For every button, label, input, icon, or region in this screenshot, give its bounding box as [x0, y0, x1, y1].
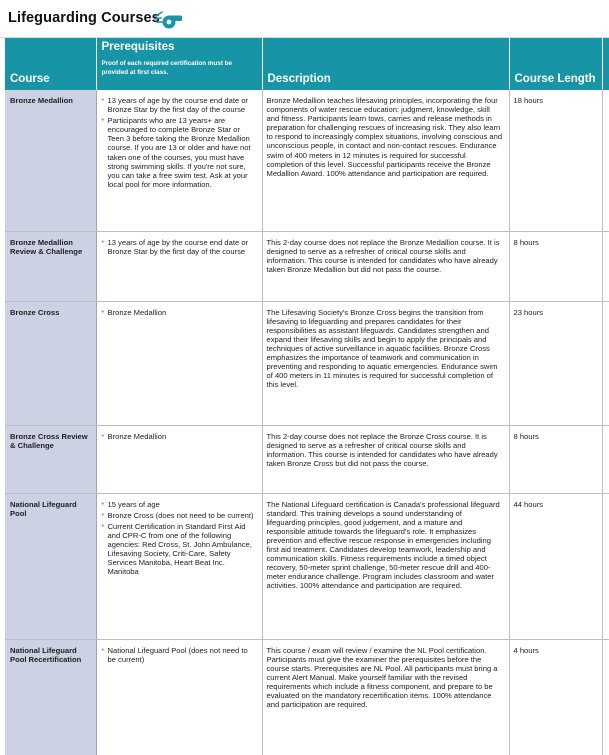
prerequisites-cell — [96, 301, 262, 425]
table-row — [5, 425, 609, 493]
title-bar — [0, 0, 609, 38]
table-row — [5, 639, 609, 755]
header-prerequisites — [96, 38, 262, 90]
course-name: National Lifeguard Pool Recertification — [5, 639, 96, 755]
course-name: Bronze Medallion — [5, 90, 96, 231]
prerequisites-list — [102, 646, 258, 664]
header-prerequisites-note: Proof of each required certification must be provided at first class. — [101, 60, 233, 76]
table-row — [5, 231, 609, 301]
table-row — [5, 90, 609, 231]
course-name: Bronze Cross Review & Challenge — [5, 425, 96, 493]
prerequisites-list — [102, 308, 258, 317]
header-extra — [602, 38, 609, 90]
cut-off-cell — [602, 301, 609, 425]
prerequisites-list — [102, 96, 258, 189]
course-length: 8 hours — [509, 231, 602, 301]
course-length: 4 hours — [509, 639, 602, 755]
prerequisite-item: • 15 years of age — [102, 500, 258, 509]
whistle-icon — [152, 7, 184, 31]
prerequisites-cell — [96, 639, 262, 755]
prerequisite-item: • National Lifeguard Pool (does not need to be current) — [102, 646, 258, 664]
prerequisite-item: • 13 years of age by the course end date or Bronze Star by the first day of the course — [102, 238, 258, 256]
header-description: Description — [262, 38, 509, 90]
prerequisite-item: • Current Certification in Standard First Aid and CPR-C from one of the following agencies: Red Cross, St. John Ambulance, Lifesaving Society, Criti-Care, Safety Services Manitoba, Heart Beat Inc. Manitoba — [102, 522, 258, 577]
cut-off-cell — [602, 639, 609, 755]
prerequisites-cell — [96, 231, 262, 301]
prerequisites-cell — [96, 90, 262, 231]
prerequisites-cell — [96, 493, 262, 639]
course-length: 23 hours — [509, 301, 602, 425]
prerequisites-list — [102, 238, 258, 256]
prerequisites-list — [102, 500, 258, 577]
course-name: National Lifeguard Pool — [5, 493, 96, 639]
cut-off-cell — [602, 425, 609, 493]
courses-table — [5, 38, 609, 755]
cut-off-cell — [602, 90, 609, 231]
prerequisites-list — [102, 432, 258, 441]
header-course-length: Course Length — [509, 38, 602, 90]
header-prerequisites-label: Prerequisites — [101, 41, 175, 53]
course-name: Bronze Cross — [5, 301, 96, 425]
course-description: Bronze Medallion teaches lifesaving principles, incorporating the four components of water rescue education: judgment, knowledge, skill and fitness. Participants learn tows, carries and release methods in preparation for challenging rescues of increasing risk. They also learn to respond to increasingly complex situations, involving conscious and unconscious people, in contact and non-contact rescues. Endurance swim of 400 meters in 12 minutes is required for successful completion of this level. Successful participants receive the Bronze Medallion Award. 100% attendance and participation are required. — [262, 90, 509, 231]
course-length: 44 hours — [509, 493, 602, 639]
prerequisite-item: • Bronze Cross (does not need to be current) — [102, 511, 258, 520]
header-course: Course — [5, 38, 96, 90]
cut-off-cell — [602, 231, 609, 301]
prerequisite-item: • 13 years of age by the course end date or Bronze Star by the first day of the course — [102, 96, 258, 114]
prerequisites-cell — [96, 425, 262, 493]
course-description: This course / exam will review / examine the NL Pool certification. Participants must give the examiner the prerequisites before the course starts. Prerequisites are NL Pool. All participants must bring a current Alert Manual. Make yourself familiar with the revised requirements which include a fitness component, and prepare to be evaluated on the mandatory recertification items. 100% attendance and participation are required. — [262, 639, 509, 755]
prerequisite-item: • Bronze Medallion — [102, 432, 258, 441]
course-name: Bronze Medallion Review & Challenge — [5, 231, 96, 301]
course-length: 8 hours — [509, 425, 602, 493]
cut-off-cell — [602, 493, 609, 639]
course-description: The National Lifeguard certification is Canada's professional lifeguard standard. This training develops a sound understanding of lifeguarding principles, good judgement, and a mature and responsible attitude towards the lifeguard's role. It emphasizes prevention and effective rescue response in emergencies including first aid treatment. Candidates develop teamwork, leadership and communication skills. Fitness requirements include a timed object recovery, 50-meter sprint challenge, 50-meter rescue drill and 400-meter endurance challenge. Program includes classroom and water activities. 100% attendance and participation are required. — [262, 493, 509, 639]
course-description: This 2-day course does not replace the Bronze Medallion course. It is designed to serve as a refresher of critical course skills and information. This course is intended for candidates who have already taken Bronze Medallion but did not pass the course. — [262, 231, 509, 301]
page-title: Lifeguarding Courses — [8, 10, 160, 26]
course-description: This 2-day course does not replace the Bronze Cross course. It is designed to serve as a refresher of critical course skills and information. This course is intended for candidates who have already taken Bronze Cross but did not pass the course. — [262, 425, 509, 493]
prerequisite-item: • Participants who are 13 years+ are encouraged to complete Bronze Star or Teen 3 before taking the Bronze Medallion course. If you are 13 or older and have not taken one of the courses, you must have strong swimming skills. If you're not sure, you can take a free swim test. Ask at your local pool for more information. — [102, 116, 258, 189]
prerequisite-item: • Bronze Medallion — [102, 308, 258, 317]
table-row — [5, 301, 609, 425]
table-header-row — [5, 38, 609, 90]
table-row — [5, 493, 609, 639]
course-description: The Lifesaving Society's Bronze Cross begins the transition from lifesaving to lifeguarding and prepares candidates for their responsibilities as assistant lifeguards. Candidates strengthen and expand their lifesaving skills and begin to apply the principals and techniques of active surveillance in aquatic facilities. Bronze Cross emphasizes the importance of teamwork and communication in preventing and responding to aquatic emergencies. Endurance swim of 400 meters in 11 minutes is required for successful completion of this level. — [262, 301, 509, 425]
course-length: 18 hours — [509, 90, 602, 231]
